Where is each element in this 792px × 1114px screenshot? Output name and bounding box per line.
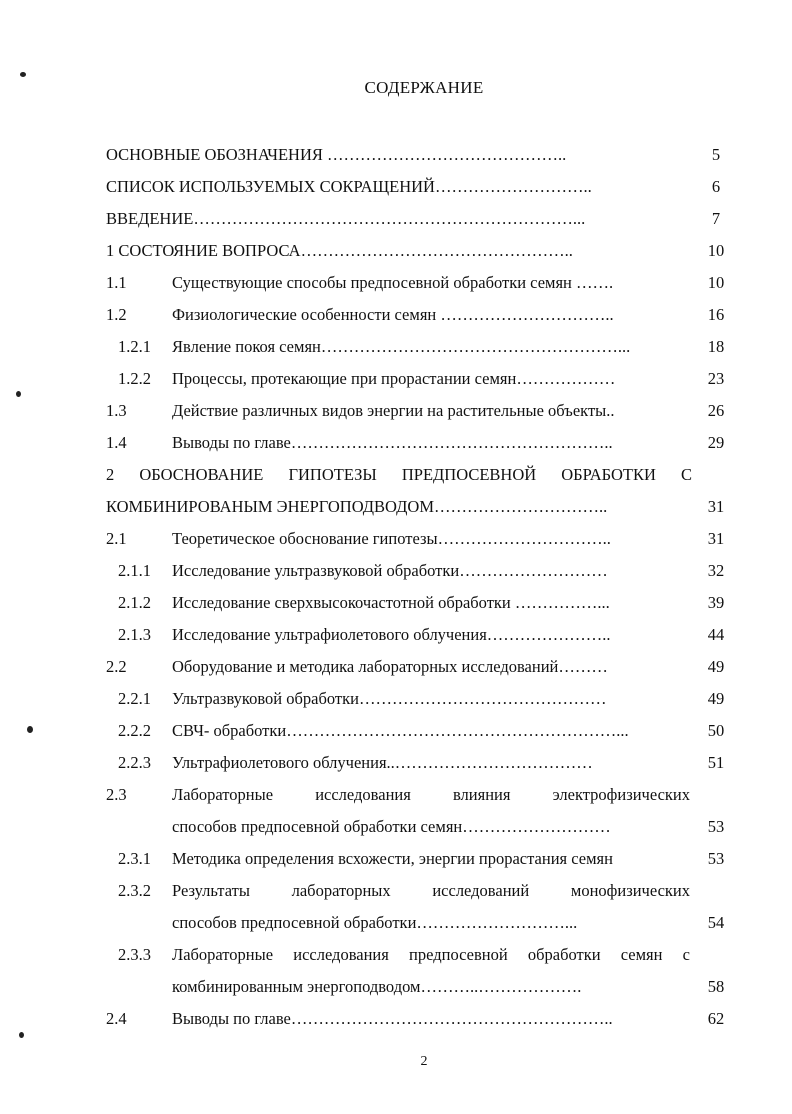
entry-page: 10 (707, 273, 725, 292)
entry-title: Теоретическое обоснование гипотезы………………………….. (172, 529, 611, 548)
entry-title-line2: комбинированным энергоподводом………..………………. (172, 977, 582, 996)
entry-number: 1.4 (106, 433, 127, 452)
entry-page: 5 (711, 145, 721, 164)
entry-number: 2.3.2 (118, 881, 151, 900)
entry-page: 29 (707, 433, 725, 452)
entry-page: 26 (707, 401, 725, 420)
entry-title-line2: способов предпосевной обработки………………………... (172, 913, 578, 932)
entry-number: 1.2 (106, 305, 127, 324)
entry-title: Действие различных видов энергии на растительные объекты.. (172, 401, 615, 420)
entry-title-line1: Результаты лабораторных исследований монофизических (172, 881, 690, 900)
entry-page: 53 (707, 849, 725, 868)
entry-title: Исследование сверхвысокочастотной обработки ……………... (172, 593, 610, 612)
entry-page: 18 (707, 337, 725, 356)
entry-title: Физиологические особенности семян ………………………….. (172, 305, 614, 324)
entry-page: 51 (707, 753, 725, 772)
entry-number: 2.1.2 (118, 593, 151, 612)
entry-title: Оборудование и методика лабораторных исследований……… (172, 657, 608, 676)
entry-title-line1: Лабораторные исследования предпосевной обработки семян с (172, 945, 690, 964)
entry-page: 49 (707, 657, 725, 676)
entry-page: 6 (711, 177, 721, 196)
page-title: СОДЕРЖАНИЕ (364, 78, 484, 97)
scan-speck (27, 726, 33, 733)
entry-page: 44 (707, 625, 725, 644)
entry-number: 2.2.2 (118, 721, 151, 740)
entry-page: 58 (707, 977, 725, 996)
entry-page: 54 (707, 913, 725, 932)
entry-title: Ультрафиолетового облучения..……………………………… (172, 753, 593, 772)
entry-title: 1 СОСТОЯНИЕ ВОПРОСА………………………………………….. (106, 241, 573, 260)
entry-number: 2.4 (106, 1009, 127, 1028)
entry-title: Явление покоя семян………………………………………………... (172, 337, 631, 356)
entry-title: Существующие способы предпосевной обработки семян ……. (172, 273, 614, 292)
entry-title: Выводы по главе………………………………………………….. (172, 1009, 613, 1028)
entry-title: ВВЕДЕНИЕ……………………………………………………………... (106, 209, 586, 228)
entry-number: 2.2 (106, 657, 127, 676)
entry-title-line2: способов предпосевной обработки семян……………………… (172, 817, 611, 836)
entry-title-line2: КОМБИНИРОВАНЫМ ЭНЕРГОПОДВОДОМ………………………….. (106, 497, 608, 516)
entry-title: Исследование ультрафиолетового облучения………………….. (172, 625, 611, 644)
entry-title: ОСНОВНЫЕ ОБОЗНАЧЕНИЯ …………………………………….. (106, 145, 567, 164)
entry-page: 49 (707, 689, 725, 708)
entry-page: 10 (707, 241, 725, 260)
entry-title: СПИСОК ИСПОЛЬЗУЕМЫХ СОКРАЩЕНИЙ……………………….. (106, 177, 592, 196)
entry-number: 1.1 (106, 273, 127, 292)
entry-title: СВЧ- обработки……………………………………………………... (172, 721, 629, 740)
entry-number: 2.1.1 (118, 561, 151, 580)
entry-page: 31 (707, 497, 725, 516)
entry-page: 31 (707, 529, 725, 548)
scan-speck (19, 1032, 24, 1038)
entry-number: 2.1 (106, 529, 127, 548)
entry-page: 7 (711, 209, 721, 228)
entry-title: Ультразвуковой обработки……………………………………… (172, 689, 607, 708)
scan-speck (16, 391, 21, 397)
entry-page: 23 (707, 369, 725, 388)
entry-number: 2.2.1 (118, 689, 151, 708)
entry-page: 62 (707, 1009, 725, 1028)
entry-title: Выводы по главе………………………………………………….. (172, 433, 613, 452)
entry-number: 2.2.3 (118, 753, 151, 772)
entry-number: 2.3 (106, 785, 127, 804)
entry-page: 50 (707, 721, 725, 740)
entry-number: 2.3.3 (118, 945, 151, 964)
entry-number: 2.1.3 (118, 625, 151, 644)
entry-number: 1.3 (106, 401, 127, 420)
entry-page: 32 (707, 561, 725, 580)
entry-number: 2.3.1 (118, 849, 151, 868)
page-number: 2 (420, 1054, 428, 1069)
entry-number: 1.2.2 (118, 369, 151, 388)
entry-page: 53 (707, 817, 725, 836)
entry-page: 39 (707, 593, 725, 612)
scan-speck (20, 72, 26, 77)
entry-page: 16 (707, 305, 725, 324)
entry-title-line1: Лабораторные исследования влияния электрофизических (172, 785, 690, 804)
entry-title-line1: 2 ОБОСНОВАНИЕ ГИПОТЕЗЫ ПРЕДПОСЕВНОЙ ОБРАБОТКИ С (106, 465, 692, 484)
entry-title: Процессы, протекающие при прорастании семян……………… (172, 369, 616, 388)
entry-title: Методика определения всхожести, энергии прорастания семян (172, 849, 613, 868)
entry-number: 1.2.1 (118, 337, 151, 356)
entry-title: Исследование ультразвуковой обработки……………………… (172, 561, 608, 580)
